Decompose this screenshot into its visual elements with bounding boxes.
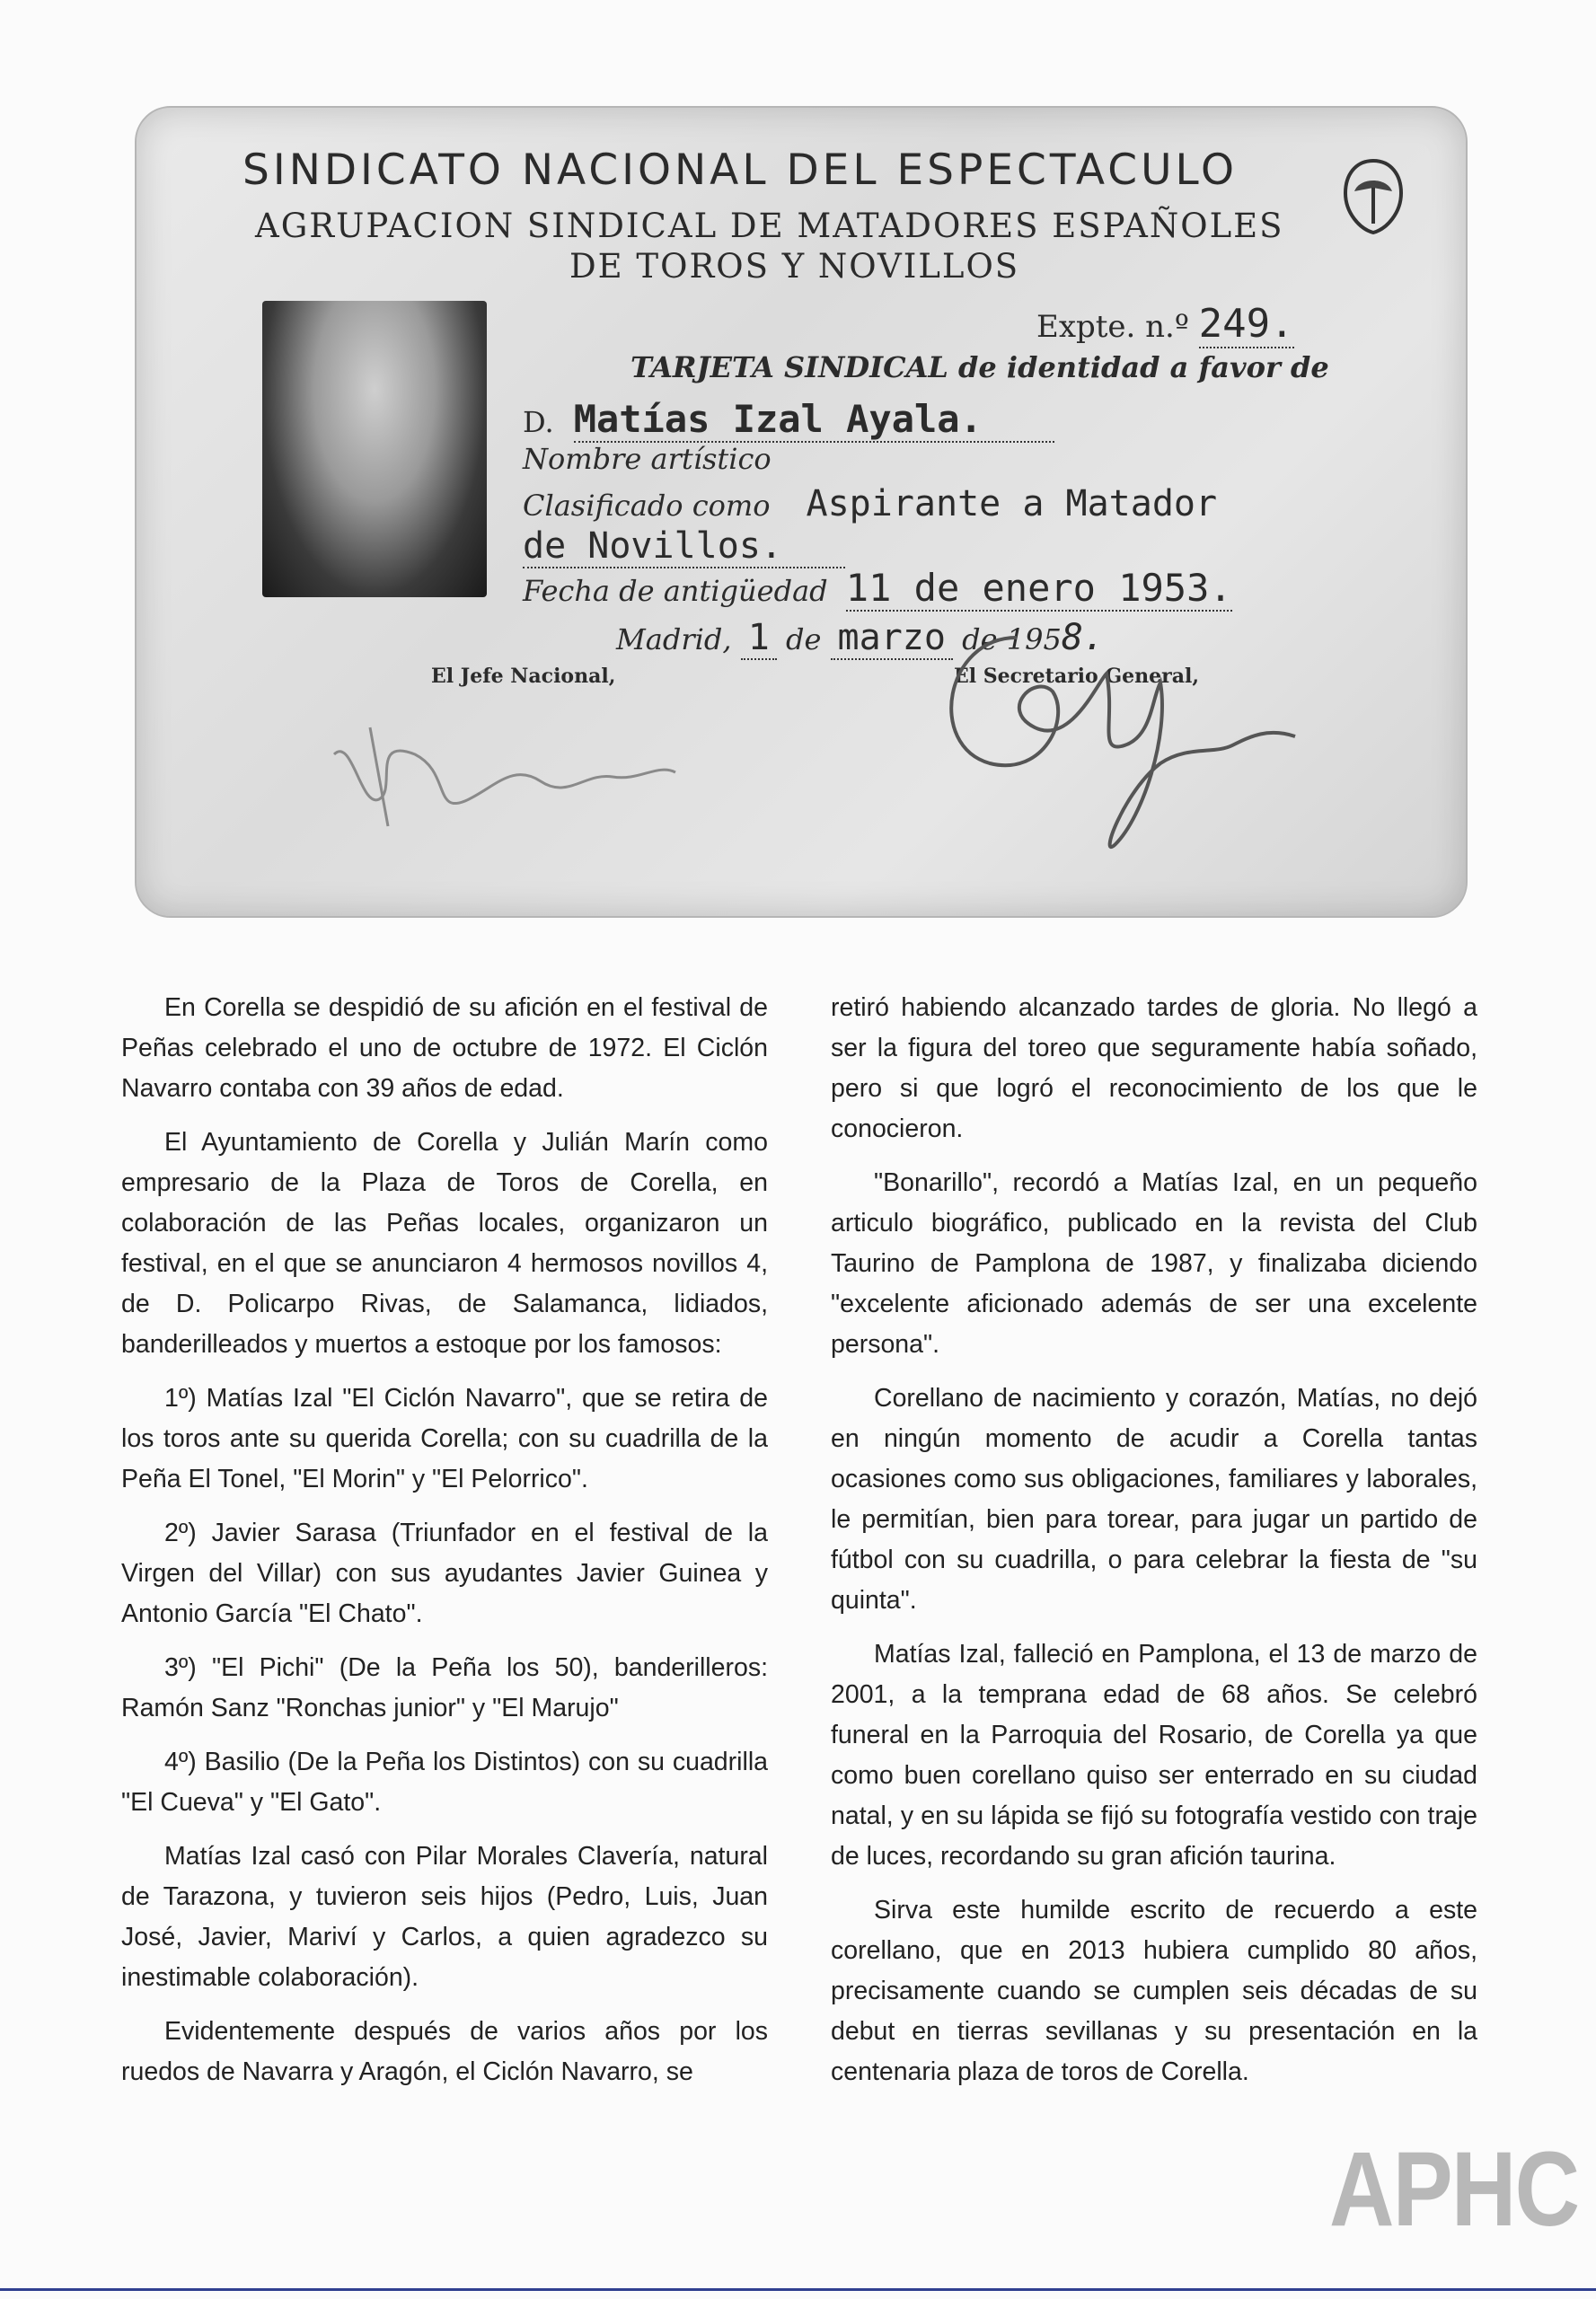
paragraph: 2º) Javier Sarasa (Triunfador en el festival de la Virgen del Villar) con sus ayudantes Javier Guinea y Antonio García "El Chato".: [121, 1519, 768, 1628]
de-label: de: [785, 622, 822, 656]
nombre-artistico-label: Nombre artístico: [523, 442, 772, 476]
expte-line: [1036, 301, 1294, 347]
fecha-value: 11 de enero 1953.: [845, 566, 1232, 610]
issue-month: marzo: [831, 617, 953, 660]
holder-name-line: [523, 397, 1054, 441]
paragraph: Sirva este humilde escrito de recuerdo a este corellano, que en 2013 hubiera cumplido 80 años, precisamente cuando se cumplen seis décadas de su debut en tierras sevillanas y su presentación en la centenaria plaza de toros de Corella.: [831, 1896, 1477, 2086]
madrid-label: Madrid,: [616, 622, 732, 656]
clasificado-line: [523, 483, 1217, 524]
jefe-signature: [316, 700, 693, 844]
union-emblem-icon: [1342, 157, 1405, 234]
paragraph: En Corella se despidió de su afición en el festival de Peñas celebrado el uno de octubre de 1972. El Ciclón Navarro contaba con 39 años de edad.: [121, 993, 768, 1103]
jefe-label: El Jefe Nacional,: [431, 665, 616, 688]
issue-day: 1: [741, 617, 777, 660]
expte-number: 249.: [1198, 301, 1294, 347]
fecha-label: Fecha de antigüedad: [523, 574, 828, 608]
paragraph: Evidentemente después de varios años por los ruedos de Navarra y Aragón, el Ciclón Navarro, se: [121, 2017, 768, 2086]
d-label: D.: [523, 405, 554, 439]
left-text-column: [121, 988, 768, 2106]
identity-card: [135, 106, 1468, 918]
paragraph: 4º) Basilio (De la Peña los Distintos) con su cuadrilla "El Cueva" y "El Gato".: [121, 1748, 768, 1817]
aphc-watermark-logo: APHC: [1329, 2130, 1579, 2249]
paragraph: 1º) Matías Izal "El Ciclón Navarro", que se retira de los toros ante su querida Corella; con su cuadrilla de la Peña El Tonel, "El Morin" y "El Pelorrico".: [121, 1384, 768, 1493]
bottom-divider: [0, 2288, 1596, 2291]
paragraph: "Bonarillo", recordó a Matías Izal, en un pequeño articulo biográfico, publicado en la revista del Club Taurino de Pamplona de 1987, y finalizaba diciendo "excelente aficionado además de ser una excelente persona".: [831, 1168, 1477, 1359]
year-prefix: de 195: [962, 622, 1062, 656]
paragraph: El Ayuntamiento de Corella y Julián Marín como empresario de la Plaza de Toros de Corella, en colaboración de las Peñas locales, organizaron un festival, en el que se anunciaron 4 hermosos novillos 4, de D. Policarpo Rivas, de Salamanca, lidiados, banderilleados y muertos a estoque por los famosos:: [121, 1128, 768, 1359]
paragraph: 3º) "El Pichi" (De la Peña los 50), banderilleros: Ramón Sanz "Ronchas junior" y "El Marujo": [121, 1653, 768, 1722]
expte-label: Expte. n.º: [1036, 309, 1189, 345]
card-header-union: SINDICATO NACIONAL DEL ESPECTACULO: [242, 145, 1238, 195]
secretario-signature: [891, 611, 1358, 907]
paragraph: Matías Izal, falleció en Pamplona, el 13 de marzo de 2001, a la temprana edad de 68 años. Se celebró funeral en la Parroquia del Rosario, de Corella ya que como buen corellano quiso ser enterrado en su ciudad natal, y en su lápida se fijó su fotografía vestido con traje de luces, recordando su gran afición taurina.: [831, 1640, 1477, 1871]
fecha-line: [523, 566, 1232, 610]
secretario-label: El Secretario General,: [954, 665, 1199, 688]
clasificado-value: Aspirante a Matador: [806, 483, 1218, 524]
tarjeta-line: TARJETA SINDICAL de identidad a favor de: [630, 350, 1329, 384]
paragraph: Matías Izal casó con Pilar Morales Clavería, natural de Tarazona, y tuvieron seis hijos (Pedro, Luis, Juan José, Javier, Mariví y Carlos, a quien agradezco su inestimable colaboración).: [121, 1842, 768, 1992]
paragraph: Corellano de nacimiento y corazón, Matías, no dejó en ningún momento de acudir a Corella tantas ocasiones como sus obligaciones, familiares y laborales, le permitían, bien para torear, para jugar un partido de fútbol con su cuadrilla, o para celebrar la fiesta de "su quinta".: [831, 1384, 1477, 1615]
portrait-photo: [262, 301, 487, 597]
clasificado-value-cont: de Novillos.: [523, 525, 845, 568]
clasificado-label: Clasificado como: [523, 489, 771, 523]
paragraph: retiró habiendo alcanzado tardes de gloria. No llegó a ser la figura del toreo que seguramente había soñado, pero si que logró el reconocimiento de los que le conocieron.: [831, 993, 1477, 1143]
card-header-group: AGRUPACION SINDICAL DE MATADORES ESPAÑOLES: [255, 207, 1284, 245]
right-text-column: [831, 988, 1477, 2106]
holder-name: Matías Izal Ayala.: [574, 397, 1054, 443]
card-header-sub: DE TOROS Y NOVILLOS: [569, 247, 1020, 286]
year-suffix: 8.: [1061, 617, 1105, 658]
